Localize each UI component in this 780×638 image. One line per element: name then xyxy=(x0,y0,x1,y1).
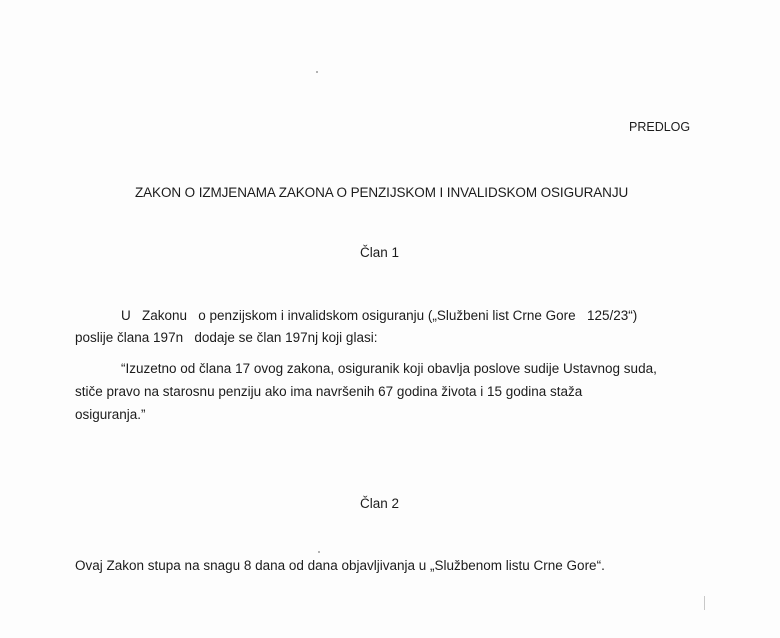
article-2-text: Ovaj Zakon stupa na snagu 8 dana od dana objavljivanja u „Službenom listu Crne Gore“. xyxy=(75,558,605,573)
scan-speck xyxy=(316,71,318,73)
article-2-heading: Član 2 xyxy=(360,496,400,511)
article-1-quote-line-3: osiguranja.” xyxy=(75,407,146,422)
article-1-quote-line-1: “Izuzetno od člana 17 ovog zakona, osiguranik koji obavlja poslove sudije Ustavnog suda, xyxy=(121,361,657,376)
scan-speck xyxy=(318,551,320,553)
document-title: ZAKON O IZMJENAMA ZAKONA O PENZIJSKOM I INVALIDSKOM OSIGURANJU xyxy=(135,185,629,200)
article-1-quote-line-2: stiče pravo na starosnu penziju ako ima navršenih 67 godina života i 15 godina staža xyxy=(75,384,583,399)
article-1-heading: Član 1 xyxy=(360,245,400,260)
article-1-intro-line-1: U Zakonu o penzijskom i invalidskom osiguranju („Službeni list Crne Gore 125/23“) xyxy=(121,308,638,323)
document-label: PREDLOG xyxy=(629,120,691,134)
article-1-intro-line-2: poslije člana 197n dodaje se član 197nj koji glasi: xyxy=(75,330,378,345)
scan-edge-mark xyxy=(704,596,705,610)
